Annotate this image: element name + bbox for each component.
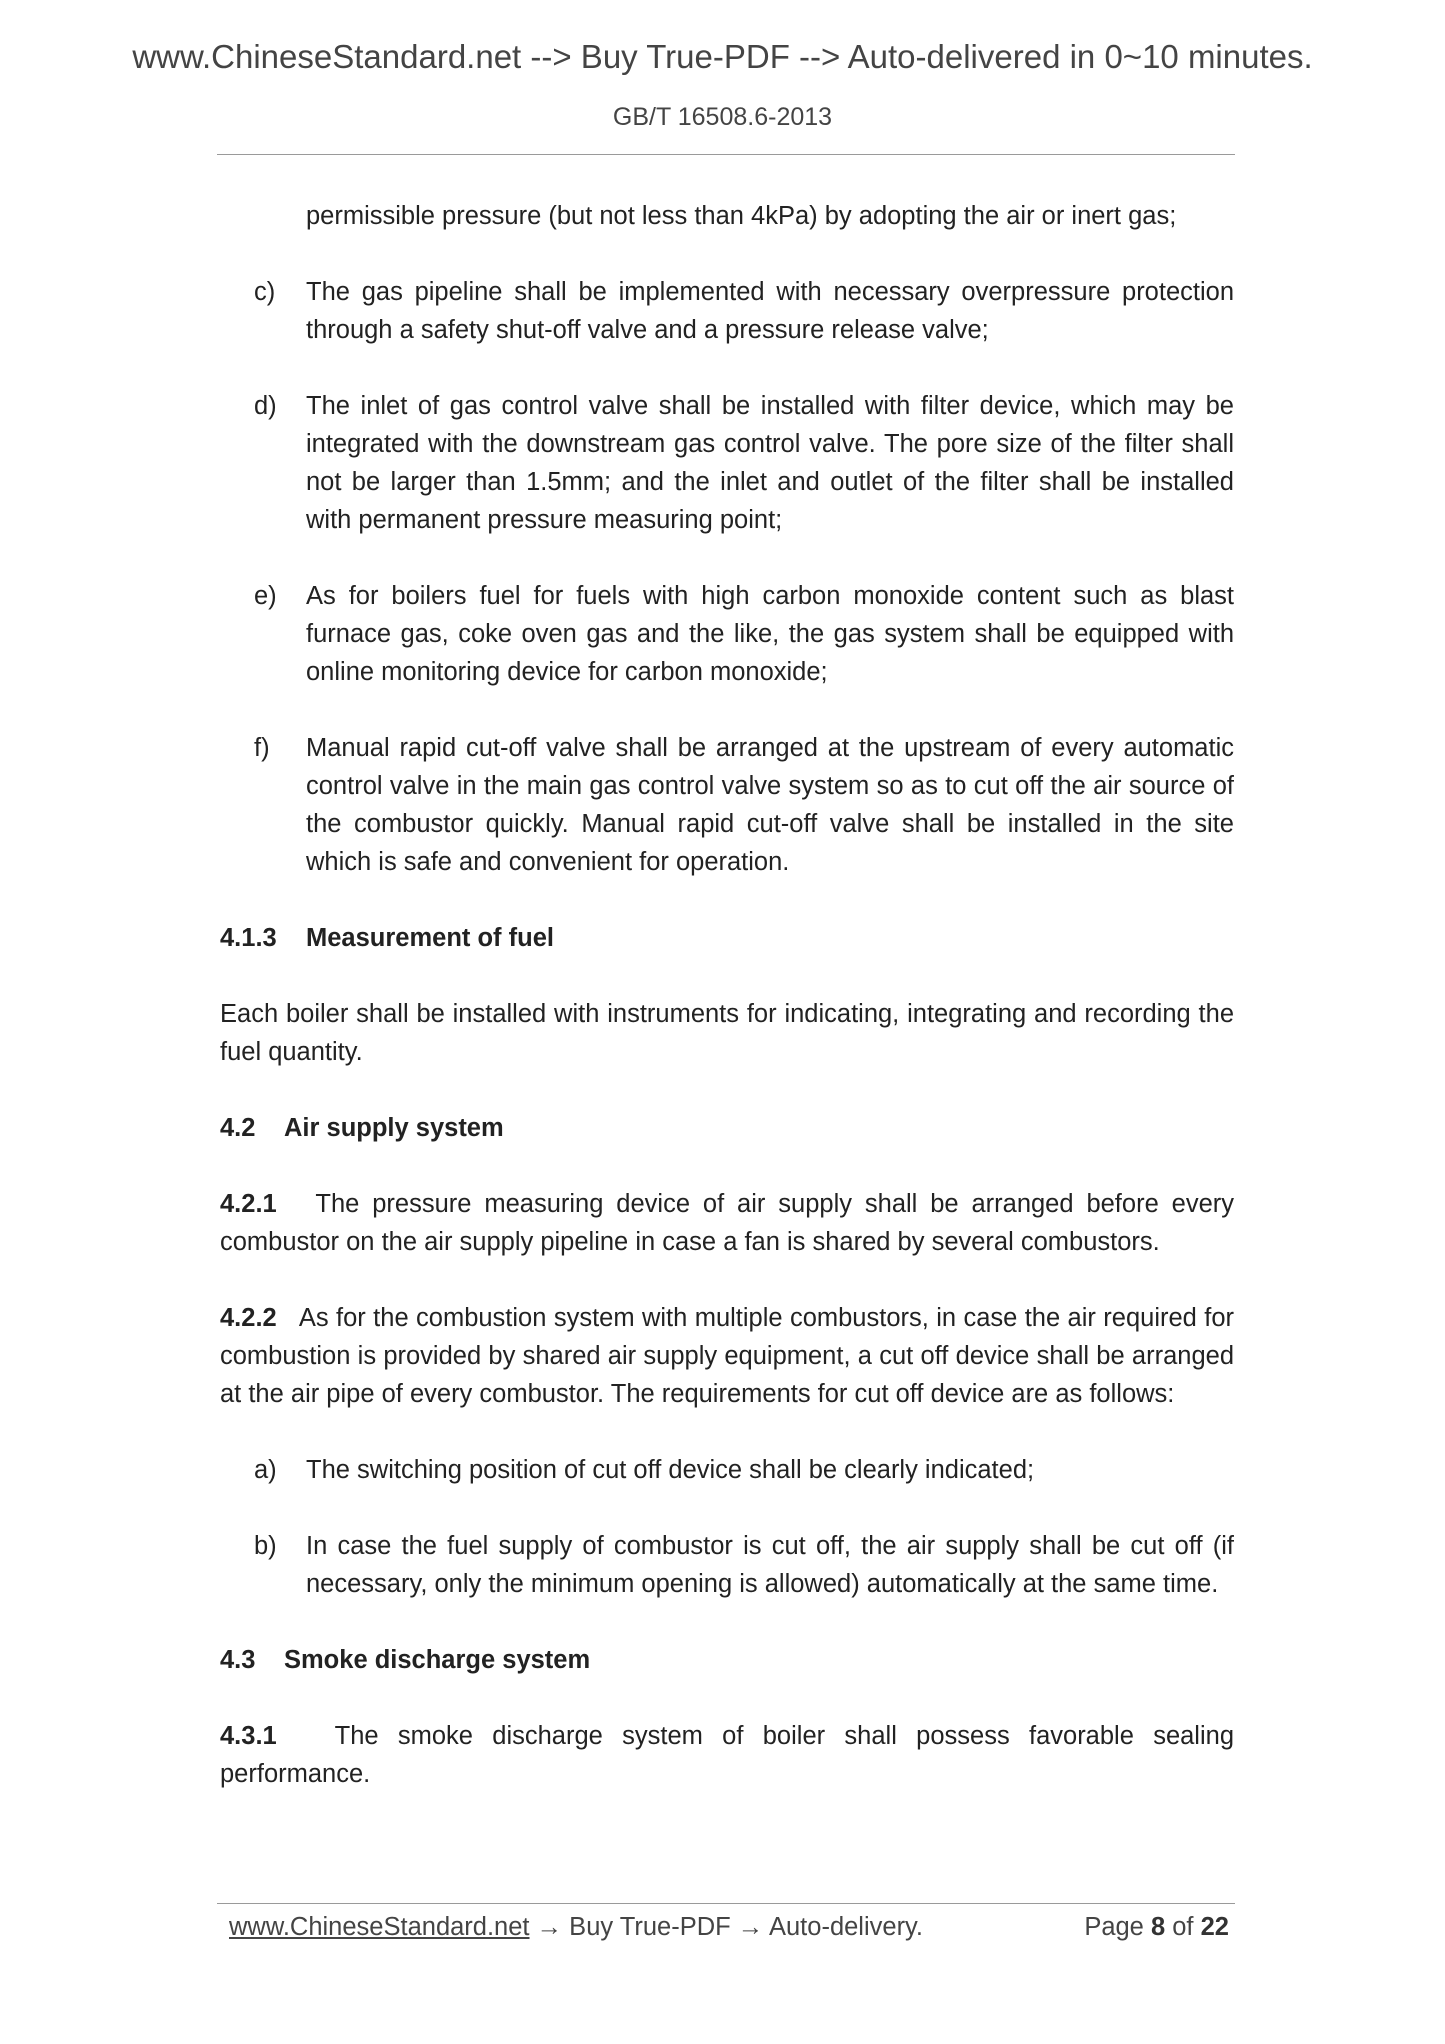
heading-title: Smoke discharge system [284, 1646, 591, 1674]
list-label: e) [254, 582, 277, 610]
list-item-c [220, 273, 1234, 349]
header-divider [217, 154, 1235, 155]
heading-4-3 [220, 1641, 1234, 1679]
clause-text: The pressure measuring device of air supply shall be arranged before every combustor on the air supply pipeline in case a fan is shared by several combustors. [220, 1190, 1234, 1256]
continued-paragraph: permissible pressure (but not less than 4kPa) by adopting the air or inert gas; [306, 202, 1177, 230]
list-label: d) [254, 392, 277, 420]
clause-number: 4.2.1 [220, 1190, 277, 1218]
heading-number: 4.3 [220, 1646, 256, 1674]
page-word: Page [1084, 1913, 1144, 1941]
list-text: The inlet of gas control valve shall be installed with filter device, which may be integrated with the downstream gas control valve. The pore size of the filter shall not be larger than 1.5mm; and the inlet and outlet of the filter shall be installed with permanent pressure measuring point; [306, 392, 1234, 534]
list-item-d [220, 387, 1234, 539]
clause-text: The smoke discharge system of boiler shall possess favorable sealing performance. [220, 1722, 1235, 1788]
list-label: f) [254, 734, 270, 762]
paragraph-4-2-1 [220, 1185, 1234, 1261]
footer-divider [217, 1903, 1235, 1904]
list-item-b [220, 1527, 1234, 1603]
list-label: b) [254, 1532, 277, 1560]
page-indicator [1084, 1907, 1229, 1947]
heading-title: Measurement of fuel [306, 924, 554, 952]
clause-number: 4.2.2 [220, 1304, 277, 1332]
list-item-a [220, 1451, 1234, 1489]
paragraph-4-3-1 [220, 1717, 1234, 1793]
footer-site-link[interactable]: www.ChineseStandard.net [229, 1913, 530, 1941]
list-text: The gas pipeline shall be implemented with necessary overpressure protection through a safety shut-off valve and a pressure release valve; [306, 278, 1234, 344]
heading-4-2 [220, 1109, 1234, 1147]
list-item-e [220, 577, 1234, 691]
list-text: As for boilers fuel for fuels with high carbon monoxide content such as blast furnace gas, coke oven gas and the like, the gas system shall be equipped with online monitoring device for carbon monoxide; [306, 582, 1234, 686]
clause-text: As for the combustion system with multiple combustors, in case the air required for combustion is provided by shared air supply equipment, a cut off device shall be arranged at the air pipe of every combustor. The requirements for cut off device are as follows: [220, 1304, 1234, 1408]
paragraph-4-2-2 [220, 1299, 1234, 1413]
heading-4-1-3 [220, 919, 1234, 957]
page-total: 22 [1200, 1913, 1229, 1941]
paragraph-4-1-3: Each boiler shall be installed with instruments for indicating, integrating and recording the fuel quantity. [220, 1000, 1234, 1066]
heading-title: Air supply system [284, 1114, 504, 1142]
list-text: Manual rapid cut-off valve shall be arranged at the upstream of every automatic control valve in the main gas control valve system so as to cut off the air source of the combustor quickly. Manual rapid cut-off valve shall be installed in the site which is safe and convenient for operation. [306, 734, 1234, 876]
list-text: The switching position of cut off device shall be clearly indicated; [306, 1456, 1035, 1484]
top-banner: www.ChineseStandard.net --> Buy True-PDF --> Auto-delivered in 0~10 minutes. [132, 38, 1313, 75]
heading-number: 4.1.3 [220, 924, 277, 952]
of-word: of [1172, 1913, 1194, 1941]
list-item-f [220, 729, 1234, 881]
document-body [220, 197, 1234, 1793]
page-number: 8 [1150, 1913, 1166, 1941]
standard-code: GB/T 16508.6-2013 [612, 103, 833, 131]
list-text: In case the fuel supply of combustor is cut off, the air supply shall be cut off (if necessary, only the minimum opening is allowed) automatically at the same time. [306, 1532, 1234, 1598]
list-label: c) [254, 278, 276, 306]
list-label: a) [254, 1456, 277, 1484]
heading-number: 4.2 [220, 1114, 256, 1142]
clause-number: 4.3.1 [220, 1722, 277, 1750]
footer-tagline: → Buy True-PDF → Auto-delivery. [529, 1913, 923, 1941]
page-footer [229, 1907, 1229, 1947]
